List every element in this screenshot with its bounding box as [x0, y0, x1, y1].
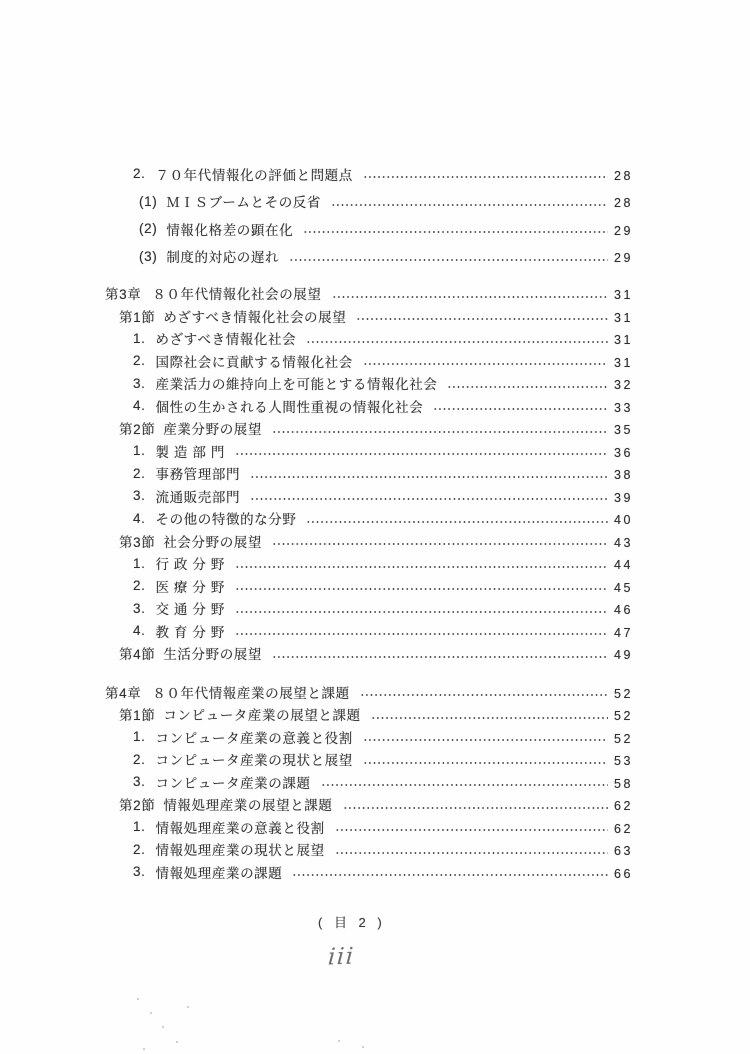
entry-page: 43	[614, 535, 633, 550]
entry-number: 2.	[133, 353, 146, 369]
entry-label: 国際社会に貢献する情報化社会	[155, 354, 353, 370]
dot-leader	[272, 431, 608, 433]
entry-label: コンピュータ産業の現状と展望	[155, 753, 353, 769]
entry-label: 制度的対応の遅れ	[166, 250, 280, 266]
toc-entry	[0, 575, 750, 598]
entry-number: 1.	[133, 443, 146, 459]
dot-leader	[363, 176, 608, 178]
entry-page: 40	[614, 513, 633, 528]
entry-page: 53	[614, 754, 633, 769]
entry-number: (2)	[139, 221, 158, 237]
entry-number: 3.	[133, 864, 146, 880]
toc-entry	[0, 440, 750, 463]
entry-page: 28	[614, 168, 633, 183]
toc-entry	[0, 282, 750, 305]
scan-speck	[143, 1048, 145, 1050]
entry-page: 28	[614, 196, 633, 211]
dot-leader	[433, 408, 608, 410]
dot-leader	[331, 204, 608, 206]
dot-leader	[306, 521, 608, 523]
dot-leader	[250, 498, 608, 500]
scan-speck	[362, 1046, 364, 1048]
entry-number: 第1節	[119, 708, 156, 724]
entry-number: 第3節	[119, 534, 156, 550]
dot-leader	[363, 363, 608, 365]
entry-page: 31	[614, 333, 633, 348]
dot-leader	[363, 762, 608, 764]
entry-page: 29	[614, 223, 633, 238]
entry-page: 44	[614, 558, 633, 573]
entry-number: 3.	[133, 375, 146, 391]
entry-page: 52	[614, 731, 633, 746]
dot-leader	[332, 296, 608, 298]
entry-label: 個性の生かされる人間性重視の情報化社会	[155, 399, 424, 415]
entry-number: (1)	[139, 193, 158, 209]
entry-number: 3.	[133, 600, 146, 616]
entry-number: (3)	[139, 248, 158, 264]
entry-number: 1.	[133, 729, 146, 745]
dot-leader	[335, 852, 608, 854]
entry-number: 第3章	[105, 287, 142, 303]
toc-entry	[0, 642, 750, 665]
dot-leader	[343, 807, 608, 809]
entry-page: 47	[614, 625, 633, 640]
entry-page: 49	[614, 648, 633, 663]
entry-page: 46	[614, 603, 633, 618]
toc-entry	[0, 327, 750, 350]
table-of-contents	[0, 160, 750, 883]
entry-label: ７０年代情報化の評価と問題点	[155, 167, 353, 183]
scan-speck	[150, 1012, 152, 1014]
toc-entry	[0, 188, 750, 216]
dot-leader	[235, 611, 608, 613]
entry-number: 第4章	[105, 685, 142, 701]
entry-label: めざすべき情報化社会	[155, 332, 297, 348]
entry-number: 2.	[133, 465, 146, 481]
dot-leader	[303, 231, 608, 233]
toc-entry	[0, 681, 750, 704]
entry-label: ８０年代情報化社会の展望	[152, 287, 322, 303]
toc-entry	[0, 417, 750, 440]
scan-speck	[162, 1026, 164, 1028]
entry-label: コンピュータ産業の展望と課題	[163, 708, 361, 724]
entry-page: 66	[614, 866, 633, 881]
dot-leader	[335, 829, 608, 831]
dot-leader	[235, 453, 608, 455]
entry-number: 2.	[133, 578, 146, 594]
entry-label: コンピュータ産業の意義と役割	[155, 730, 353, 746]
toc-entry	[0, 748, 750, 771]
toc-entry	[0, 530, 750, 553]
toc-entry	[0, 507, 750, 530]
toc-entry	[0, 462, 750, 485]
entry-label: 行 政 分 野	[155, 557, 225, 573]
entry-label: その他の特徴的な分野	[155, 512, 297, 528]
entry-number: 4.	[133, 623, 146, 639]
entry-label: 情報化格差の顕在化	[166, 222, 294, 238]
dot-leader	[371, 717, 608, 719]
entry-label: ８０年代情報産業の展望と課題	[152, 685, 350, 701]
toc-entry	[0, 793, 750, 816]
entry-label: 情報処理産業の現状と展望	[155, 843, 325, 859]
entry-number: 第2節	[119, 798, 156, 814]
toc-entry	[0, 305, 750, 328]
entry-label: 教 育 分 野	[155, 624, 225, 640]
entry-label: 情報処理産業の意義と役割	[155, 820, 325, 836]
entry-label: 製 造 部 門	[155, 444, 225, 460]
entry-page: 62	[614, 799, 633, 814]
entry-page: 58	[614, 776, 633, 791]
entry-label: コンピュータ産業の課題	[155, 775, 311, 791]
scan-speck	[187, 1006, 189, 1008]
dot-leader	[250, 476, 608, 478]
toc-entry	[0, 861, 750, 884]
toc-entry	[0, 771, 750, 794]
toc-entry	[0, 160, 750, 188]
entry-number: 4.	[133, 398, 146, 414]
dot-leader	[363, 739, 608, 741]
entry-page: 32	[614, 378, 633, 393]
toc-entry	[0, 597, 750, 620]
entry-page: 29	[614, 251, 633, 266]
toc-entry	[0, 395, 750, 418]
entry-label: めざすべき情報化社会の展望	[163, 309, 347, 325]
dot-leader	[321, 784, 608, 786]
entry-label: ＭＩＳブームとその反省	[166, 195, 322, 211]
entry-number: 3.	[133, 488, 146, 504]
entry-page: 63	[614, 844, 633, 859]
dot-leader	[235, 633, 608, 635]
dot-leader	[360, 694, 608, 696]
entry-page: 31	[614, 310, 633, 325]
dot-leader	[447, 386, 608, 388]
toc-entry	[0, 215, 750, 243]
entry-label: 産業活力の維持向上を可能とする情報化社会	[155, 377, 438, 393]
entry-number: 2.	[133, 166, 146, 182]
entry-number: 2.	[133, 841, 146, 857]
entry-number: 2.	[133, 751, 146, 767]
page-number-mark: iii	[327, 943, 356, 971]
dot-leader	[306, 341, 608, 343]
entry-label: 社会分野の展望	[163, 534, 263, 550]
entry-page: 39	[614, 490, 633, 505]
entry-label: 交 通 分 野	[155, 602, 225, 618]
entry-label: 情報処理産業の展望と課題	[163, 798, 333, 814]
toc-entry	[0, 485, 750, 508]
entry-page: 62	[614, 821, 633, 836]
entry-page: 33	[614, 400, 633, 415]
toc-entry	[0, 372, 750, 395]
entry-label: 生活分野の展望	[163, 647, 263, 663]
dot-leader	[235, 566, 608, 568]
entry-label: 産業分野の展望	[163, 422, 263, 438]
toc-entry	[0, 620, 750, 643]
toc-entry	[0, 703, 750, 726]
toc-entry	[0, 552, 750, 575]
scan-speck	[176, 1041, 178, 1043]
entry-number: 第1節	[119, 309, 156, 325]
entry-page: 52	[614, 709, 633, 724]
dot-leader	[235, 588, 608, 590]
toc-footer-label: ( 目 2 )	[318, 915, 386, 930]
entry-label: 事務管理部門	[155, 467, 241, 483]
scan-speck	[137, 998, 139, 1000]
dot-leader	[356, 318, 608, 320]
entry-number: 第4節	[119, 647, 156, 663]
entry-page: 45	[614, 580, 633, 595]
entry-page: 38	[614, 468, 633, 483]
entry-label: 医 療 分 野	[155, 579, 225, 595]
entry-number: 3.	[133, 774, 146, 790]
toc-entry	[0, 816, 750, 839]
dot-leader	[292, 874, 608, 876]
entry-page: 35	[614, 423, 633, 438]
entry-label: 流通販売部門	[155, 489, 241, 505]
toc-entry	[0, 350, 750, 373]
toc-entry	[0, 243, 750, 271]
entry-number: 1.	[133, 330, 146, 346]
toc-entry	[0, 726, 750, 749]
dot-leader	[272, 543, 608, 545]
entry-number: 1.	[133, 555, 146, 571]
dot-leader	[289, 259, 608, 261]
dot-leader	[272, 656, 608, 658]
entry-label: 情報処理産業の課題	[155, 865, 283, 881]
entry-page: 31	[614, 355, 633, 370]
entry-page: 31	[614, 288, 633, 303]
entry-number: 4.	[133, 510, 146, 526]
entry-number: 1.	[133, 819, 146, 835]
entry-page: 52	[614, 686, 633, 701]
scan-speck	[338, 1040, 340, 1042]
entry-number: 第2節	[119, 422, 156, 438]
toc-entry	[0, 838, 750, 861]
entry-page: 36	[614, 445, 633, 460]
